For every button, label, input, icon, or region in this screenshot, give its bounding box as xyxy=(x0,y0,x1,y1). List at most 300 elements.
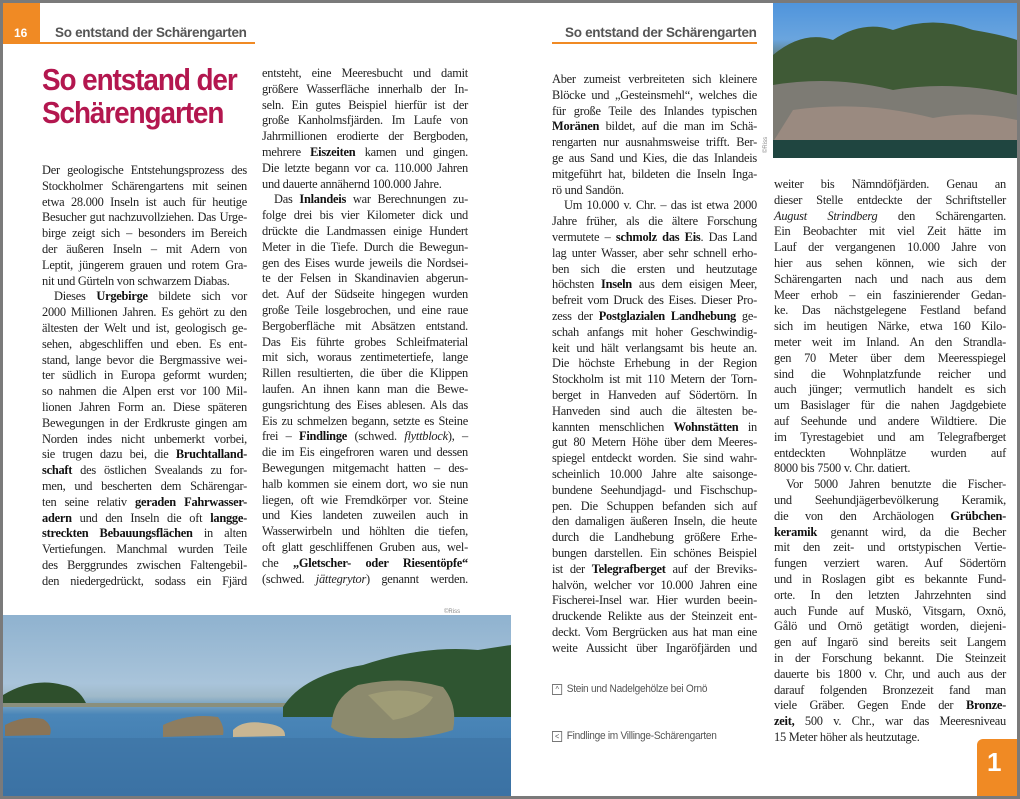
text-run: (schwed. xyxy=(347,429,405,444)
text-run: (schwed. xyxy=(262,571,316,586)
text-run: entdeckten Wohnplätze wurden auf xyxy=(774,445,1006,460)
bold-term: adern xyxy=(42,510,72,525)
text-run: und in Roslagen gibt es bekannte Fund- xyxy=(774,571,1006,586)
text-line xyxy=(774,414,1006,430)
text-run: Eis zu schmelzen begann, setzte es Steine xyxy=(262,413,468,428)
header-rule-left xyxy=(3,42,255,44)
bold-term: schaft xyxy=(42,463,73,478)
text-run: ge- xyxy=(735,308,757,323)
text-run: druckende Relikte aus der Steinzeit ent- xyxy=(552,609,757,624)
paragraph xyxy=(262,66,468,192)
text-line xyxy=(262,445,468,461)
text-run: Ein Beobachter mit viel Zeit hätte im xyxy=(774,224,1006,239)
text-line xyxy=(262,335,468,351)
bold-term: Inseln xyxy=(601,277,632,292)
text-line xyxy=(42,337,247,353)
bold-term: Eiszeiten xyxy=(310,144,356,159)
text-run: Um 10.000 v. Chr. – das ist etwa 2000 xyxy=(564,198,757,213)
text-line xyxy=(774,651,1006,667)
text-line xyxy=(774,635,1006,651)
text-line xyxy=(774,446,1006,462)
arrow-left-icon: < xyxy=(552,731,562,742)
text-line xyxy=(774,525,1006,541)
text-run: die von den Archäologen xyxy=(774,508,951,523)
text-line xyxy=(262,366,468,382)
text-line xyxy=(262,508,468,524)
text-run: seln. Ein gutes Beispiel hierfür ist der xyxy=(262,97,468,112)
text-run: Jahrmillionen erodierte der Bergboden, xyxy=(262,129,468,144)
bold-term: Urgebirge xyxy=(96,289,148,304)
bold-term: geraden Fahrwasser- xyxy=(135,494,247,509)
text-run: scheinlich 10.000 Jahre alte saisonge- xyxy=(552,466,757,481)
text-line xyxy=(774,604,1006,620)
title-line: Schärengarten xyxy=(42,95,224,130)
text-run: weite Aussicht über Ingaröfjärden und xyxy=(552,640,757,655)
text-line xyxy=(552,388,757,404)
text-run: Wasserwirbeln und höhlten die tiefen, xyxy=(262,524,468,539)
text-line xyxy=(552,483,757,499)
text-run: bungen darstellen. Ein schönes Beispiel xyxy=(552,545,757,560)
text-line xyxy=(552,309,757,325)
text-run: 8000 bis 7500 v. Chr. datiert. xyxy=(774,461,911,476)
text-line xyxy=(42,432,247,448)
text-run: Aber zumeist verbreiteten sich kleinere xyxy=(552,72,757,86)
text-line xyxy=(42,353,247,369)
text-run: kamen und gingen. xyxy=(355,144,468,159)
text-run: spiegel entdeckt worden. Sie sind wahr- xyxy=(552,451,757,466)
text-run: auf Seehunde und andere Wildtiere. Die xyxy=(774,413,1006,428)
text-run: Die höchste Erhebung in der Region xyxy=(552,356,757,371)
text-run: Das Eis führte grobes Schleifmaterial xyxy=(262,334,468,349)
text-run: birge zeigt sich – besonders im Bereich xyxy=(42,226,247,241)
paragraph xyxy=(774,177,1006,477)
text-run: und den Inseln die oft xyxy=(71,510,211,525)
text-run: auch jünger; vermutlich handelt es sich xyxy=(774,382,1006,397)
text-run: lionen Jahren Form an. Diese späteren xyxy=(42,399,247,414)
text-line xyxy=(552,246,757,262)
text-run: liegen, oft wie Fremdkörper vor. Steine xyxy=(262,492,468,507)
text-run: Dieses xyxy=(54,289,97,304)
text-column-1 xyxy=(42,163,247,590)
text-line xyxy=(262,350,468,366)
text-line xyxy=(552,183,757,199)
text-run: 2000 Millionen Jahren. Es gehört zu den xyxy=(42,305,247,320)
text-column-2 xyxy=(262,66,468,587)
paragraph xyxy=(552,72,757,198)
text-run: zess der xyxy=(552,308,599,323)
text-line xyxy=(262,572,468,588)
text-line xyxy=(42,289,247,305)
paragraph xyxy=(552,198,757,656)
text-run: ) genannt werden. xyxy=(366,571,469,586)
text-line xyxy=(774,509,1006,525)
text-line xyxy=(262,208,468,224)
text-run: lag unter Wasser, aber sehr schnell erho- xyxy=(552,245,757,260)
text-run: darauf folgenden Bronzezeit fand man xyxy=(774,682,1006,697)
text-run: genannt wird, da die Becher xyxy=(817,524,1006,539)
text-line xyxy=(262,271,468,287)
text-run: Blöcke und „Gesteinsmehl“, welches die xyxy=(552,87,757,102)
italic-term: August Strindberg xyxy=(774,208,878,223)
text-run: und Seehundjägerbevölkerung Keramik, xyxy=(774,492,1006,507)
text-run: gen auf Ingarö sind bereits seit Langem xyxy=(774,635,1006,650)
bold-term: keramik xyxy=(774,524,817,539)
text-run: weiter bis Nämndöfjärden. Genau an xyxy=(774,177,1006,191)
text-run: halvön, welcher vor 10.000 Jahren eine xyxy=(552,577,757,592)
text-line xyxy=(42,511,247,527)
text-run: Hanveden sind auch die ältesten be- xyxy=(552,403,757,418)
text-run: 500 v. Chr., war das Meeresniveau xyxy=(794,714,1006,729)
text-run: und Kies landeten zuweilen auch in xyxy=(262,508,468,523)
text-line xyxy=(552,562,757,578)
text-line xyxy=(552,119,757,135)
text-line xyxy=(552,277,757,293)
text-run: Rillen resultierten, die über die Klippen xyxy=(262,366,468,381)
text-run: so nahmen die Alpen erst vor 100 Mil- xyxy=(42,384,247,399)
text-line xyxy=(774,177,1006,193)
text-run: Gålö und Ornö getätigt worden, diejeni- xyxy=(774,619,1006,634)
text-run: Bewegungen in der Erdkruste gingen am xyxy=(42,415,247,430)
text-run: ist der xyxy=(552,561,592,576)
paragraph xyxy=(42,163,247,289)
text-run: vermutete – xyxy=(552,229,616,244)
text-run: war Berechnungen zu- xyxy=(346,192,469,207)
text-run: für große Teile des Inlandes typischen xyxy=(552,103,757,118)
text-run: Fischerei-Insel war. Hier wurden beein- xyxy=(552,593,757,608)
text-run: meter weit im Inland. An den Strandla- xyxy=(774,334,1006,349)
text-run: gungsrichtung des Eises ablesen. Als das xyxy=(262,397,468,412)
header-rule-right xyxy=(552,42,757,44)
bold-term: Findlinge xyxy=(299,429,348,444)
text-line xyxy=(552,467,757,483)
text-line xyxy=(774,572,1006,588)
text-line xyxy=(262,429,468,445)
text-run: mit sich, woraus zentimetertiefe, lange xyxy=(262,350,468,365)
text-line xyxy=(552,546,757,562)
text-run: pen. Die Schuppen befanden sich auf xyxy=(552,498,757,513)
text-run: Bewegungen mitgemacht hatten – des- xyxy=(262,460,468,475)
text-line xyxy=(262,493,468,509)
text-line xyxy=(552,214,757,230)
text-line xyxy=(42,163,247,179)
text-run: 15 Meter höher als heutzutage. xyxy=(774,729,920,744)
boulder-landscape-image xyxy=(3,615,511,796)
text-run: bildete sich vor xyxy=(147,289,247,304)
text-line xyxy=(42,179,247,195)
bold-term: schmolz das Eis xyxy=(615,229,701,244)
text-run: durch die Landhebung größere Erhe- xyxy=(552,530,757,545)
text-line xyxy=(552,72,757,88)
italic-term: flyttblock xyxy=(404,429,448,444)
text-run: rengarten nur ausnahmsweise trifft. Ber- xyxy=(552,135,757,150)
text-line xyxy=(262,66,468,82)
text-run: Der geologische Entstehungsprozess des xyxy=(42,163,247,177)
text-line xyxy=(42,479,247,495)
chapter-tab xyxy=(977,739,1017,796)
text-line xyxy=(552,151,757,167)
text-line xyxy=(42,447,247,463)
text-line xyxy=(774,477,1006,493)
text-line xyxy=(774,224,1006,240)
text-run: große Teile losgebrochen, und eine raue xyxy=(262,302,468,317)
text-run: folge drei bis vier Kilometer dick und xyxy=(262,208,468,223)
text-line xyxy=(262,477,468,493)
text-line xyxy=(552,451,757,467)
bold-term: Grübchen- xyxy=(950,508,1006,523)
text-run: Die letzte begann vor ca. 110.000 Jahren xyxy=(262,160,468,175)
text-line xyxy=(552,198,757,214)
italic-term: jättegrytor xyxy=(315,571,367,586)
text-line xyxy=(262,129,468,145)
text-line xyxy=(42,210,247,226)
text-run: den Schärengarten. xyxy=(877,208,1006,223)
bold-term: streckten Bebauungsflächen xyxy=(42,526,193,541)
text-run: bundene Seehundjagd- und Fischschup- xyxy=(552,482,757,497)
text-run: in xyxy=(738,419,757,434)
paragraph xyxy=(42,289,247,589)
text-column-4 xyxy=(774,177,1006,746)
text-line xyxy=(42,400,247,416)
text-line xyxy=(552,593,757,609)
text-line xyxy=(42,463,247,479)
text-line xyxy=(262,98,468,114)
text-line xyxy=(42,195,247,211)
text-run: kannten menschlichen xyxy=(552,419,674,434)
text-run: . Das Land xyxy=(700,229,757,244)
bold-term: langge- xyxy=(210,510,247,525)
text-run: sie trugen dazu bei, die xyxy=(42,447,176,462)
bold-term: zeit, xyxy=(774,714,795,729)
text-run: der äußeren Inseln – mit Adern von xyxy=(42,241,247,256)
text-line xyxy=(552,578,757,594)
text-line xyxy=(774,683,1006,699)
text-run: oft glatt geschliffenen Gruben aus, wel- xyxy=(262,539,468,554)
text-run: ben sich die ersten und heutzutage xyxy=(552,261,757,276)
bold-term: Wohnstätten xyxy=(673,419,739,434)
text-line xyxy=(774,730,1006,746)
text-line xyxy=(552,341,757,357)
text-line xyxy=(262,303,468,319)
text-line xyxy=(552,135,757,151)
text-run: deckt. Vom Bergrücken aus hat man eine xyxy=(552,624,757,639)
text-line xyxy=(774,698,1006,714)
text-line xyxy=(42,384,247,400)
text-run: stand, lange bevor die Bergmassive wei- xyxy=(42,352,247,367)
text-run: Jahre früher, als die ältere Forschung xyxy=(552,214,757,229)
caption-left-photo xyxy=(552,730,717,742)
arrow-up-icon: ^ xyxy=(552,684,562,695)
text-line xyxy=(42,242,247,258)
text-line xyxy=(262,461,468,477)
paragraph xyxy=(774,477,1006,746)
text-line xyxy=(42,574,247,590)
page-number: 16 xyxy=(14,26,28,40)
text-line xyxy=(552,514,757,530)
text-run: Lauf der vergangenen 10.000 Jahre von xyxy=(774,240,1006,255)
text-run: Stockholmer Schärengartens mit seinen xyxy=(42,178,247,193)
text-run: Meer erhob – ein faszinierender Gedan- xyxy=(774,287,1006,302)
text-line xyxy=(774,461,1006,477)
text-line xyxy=(774,667,1006,683)
text-line xyxy=(552,293,757,309)
text-line xyxy=(42,542,247,558)
bold-term: „Gletscher- oder Riesentöpfe“ xyxy=(292,555,468,570)
text-run: det. Auf der Südseite hingegen wurden xyxy=(262,287,468,302)
text-line xyxy=(552,641,757,657)
text-line xyxy=(262,145,468,161)
running-head-left: So entstand der Schärengarten xyxy=(55,25,247,40)
text-line xyxy=(42,495,247,511)
text-run: auf der Breviks- xyxy=(665,561,758,576)
text-line xyxy=(774,303,1006,319)
text-run: etwa 28.000 Inseln ist auch für heutige xyxy=(42,194,247,209)
text-run: sind die Wohnplatzfunde reicher und xyxy=(774,366,1006,381)
text-run: Leptit, jüngerem grauen und rotem Gra- xyxy=(42,257,247,272)
text-run: auch Funde auf Muskö, Vitsgarn, Oxnö, xyxy=(774,603,1006,618)
text-run: aus dem eisigen Meer, xyxy=(631,277,757,292)
text-run: rö und Sandön. xyxy=(552,182,624,197)
text-line xyxy=(774,319,1006,335)
text-line xyxy=(552,356,757,372)
text-run: Stockholm ist mit 110 Metern der Torn- xyxy=(552,372,757,387)
text-line xyxy=(262,556,468,572)
text-run: Meter in die Tiefe. Durch die Bewegun- xyxy=(262,239,468,254)
page-title xyxy=(42,63,237,129)
text-line xyxy=(774,588,1006,604)
photo-rocky-island xyxy=(773,3,1017,158)
text-run: ter südlich in Europa geformt wurden; xyxy=(42,368,247,383)
text-line xyxy=(552,499,757,515)
text-run: befreit vom Druck des Eises. Dieser Pro- xyxy=(552,293,757,308)
text-run: dieser Stelle entdeckte der Schriftsteller xyxy=(774,192,1006,207)
text-line xyxy=(42,258,247,274)
page-number-tab xyxy=(3,3,40,43)
text-run: ten seine relativ xyxy=(42,494,136,509)
text-run: orte. In den letzten Jahrzehnten sind xyxy=(774,587,1006,602)
text-run: des östlichen Svealands zu for- xyxy=(72,463,247,478)
text-run: den niedergedrückt, sodass ein Fjärd xyxy=(42,573,247,588)
text-run: in alten xyxy=(192,526,247,541)
text-line xyxy=(552,104,757,120)
text-run: hier aus sehen können, wie sich der xyxy=(774,255,1006,270)
text-run: den damaligen äußeren Inseln, die heute xyxy=(552,514,757,529)
text-line xyxy=(42,368,247,384)
text-line xyxy=(262,161,468,177)
text-line xyxy=(774,288,1006,304)
text-line xyxy=(552,372,757,388)
text-run: um Basislager für die nahen Jagdgebiete xyxy=(774,398,1006,413)
bold-term: Bruchtalland- xyxy=(175,447,247,462)
text-line xyxy=(774,382,1006,398)
text-run: ), – xyxy=(447,429,468,444)
text-line xyxy=(42,526,247,542)
text-line xyxy=(774,430,1006,446)
text-run: bildet, auf die man im Schä- xyxy=(599,119,757,134)
right-page xyxy=(535,3,1017,796)
paragraph xyxy=(262,192,468,587)
text-run: mitgeführt hat, bildeten die Inseln Inga- xyxy=(552,166,757,181)
title-line: So entstand der xyxy=(42,62,237,97)
caption-text: Stein und Nadelgehölze bei Ornö xyxy=(566,683,708,695)
text-run: Vor 5000 Jahren benutzte die Fischer- xyxy=(786,477,1006,492)
text-line xyxy=(262,398,468,414)
text-run: ältesten der Welt und ist, geologisch ge- xyxy=(42,320,247,335)
text-line xyxy=(774,209,1006,225)
text-line xyxy=(42,274,247,290)
text-run: große Kanholmsfjärden. Im Laufe von xyxy=(262,113,468,128)
text-line xyxy=(262,240,468,256)
text-line xyxy=(552,420,757,436)
text-run: frei – xyxy=(262,429,299,444)
text-run: Vertiefungen. Manchmal wurden Teile xyxy=(42,542,247,557)
text-line xyxy=(42,321,247,337)
text-line xyxy=(42,416,247,432)
text-run: Besucher gut nachzuvollziehen. Das Urge- xyxy=(42,210,247,225)
text-run: höchsten xyxy=(552,277,602,292)
text-run: die im Eis eingefroren waren und dessen xyxy=(262,445,468,460)
text-run: men, und bescherten dem Schärengar- xyxy=(42,478,247,493)
text-run: dauerte bis 1800 v. Chr, und auch aus der xyxy=(774,666,1006,681)
text-run: Schärengarten nach und nach aus dem xyxy=(774,271,1006,286)
text-run: keit und hält verlangsamt bis heute an. xyxy=(552,340,757,355)
text-line xyxy=(774,556,1006,572)
text-line xyxy=(774,714,1006,730)
bold-term: Moränen xyxy=(552,119,600,134)
text-column-3 xyxy=(552,72,757,656)
running-head-right: So entstand der Schärengarten xyxy=(565,25,757,40)
text-run: ge aus Sand und Kies, die das Inlandeis xyxy=(552,150,757,165)
text-run: berget in Hanveden auf Södertörn. In xyxy=(552,387,757,402)
text-line xyxy=(262,414,468,430)
text-line xyxy=(774,619,1006,635)
bold-term: Bronze- xyxy=(965,698,1006,713)
text-line xyxy=(42,558,247,574)
text-line xyxy=(262,224,468,240)
text-line xyxy=(552,230,757,246)
text-run: größere Wasserfläche innerhalb der In- xyxy=(262,81,468,96)
text-line xyxy=(262,382,468,398)
left-page xyxy=(3,3,535,796)
text-line xyxy=(552,325,757,341)
text-run: entsteht, eine Meeresbucht und damit xyxy=(262,66,468,80)
text-line xyxy=(262,540,468,556)
text-line xyxy=(552,167,757,183)
text-run: mehrere xyxy=(262,144,311,159)
text-run: des Berggrundes zwischen Faltengebil- xyxy=(42,557,247,572)
text-line xyxy=(262,287,468,303)
bold-term: Telegrafberget xyxy=(591,561,666,576)
rocky-island-image xyxy=(773,3,1017,158)
text-run: viele Gräber. Gegen Ende der xyxy=(774,698,966,713)
text-line xyxy=(262,192,468,208)
photo-credit: ©Riss xyxy=(763,136,769,153)
bold-term: Postglazialen Landhebung xyxy=(598,308,736,323)
caption-upper-photo xyxy=(552,683,707,695)
text-line xyxy=(552,530,757,546)
caption-text: Findlinge im Villinge-Schärengarten xyxy=(566,730,717,742)
text-run: laufen. An ihnen kann man die Bewe- xyxy=(262,381,468,396)
text-run: schah anfangs mit hoher Geschwindig- xyxy=(552,324,757,339)
text-run: ke. Das nächstgelegene Festland befand xyxy=(774,303,1006,318)
text-line xyxy=(552,435,757,451)
photo-boulders xyxy=(3,615,511,796)
text-run: mit den zeit- und ortstypischen Vertie- xyxy=(774,540,1006,555)
text-line xyxy=(774,367,1006,383)
text-line xyxy=(774,493,1006,509)
text-line xyxy=(774,272,1006,288)
text-run: che xyxy=(262,555,293,570)
text-line xyxy=(262,113,468,129)
